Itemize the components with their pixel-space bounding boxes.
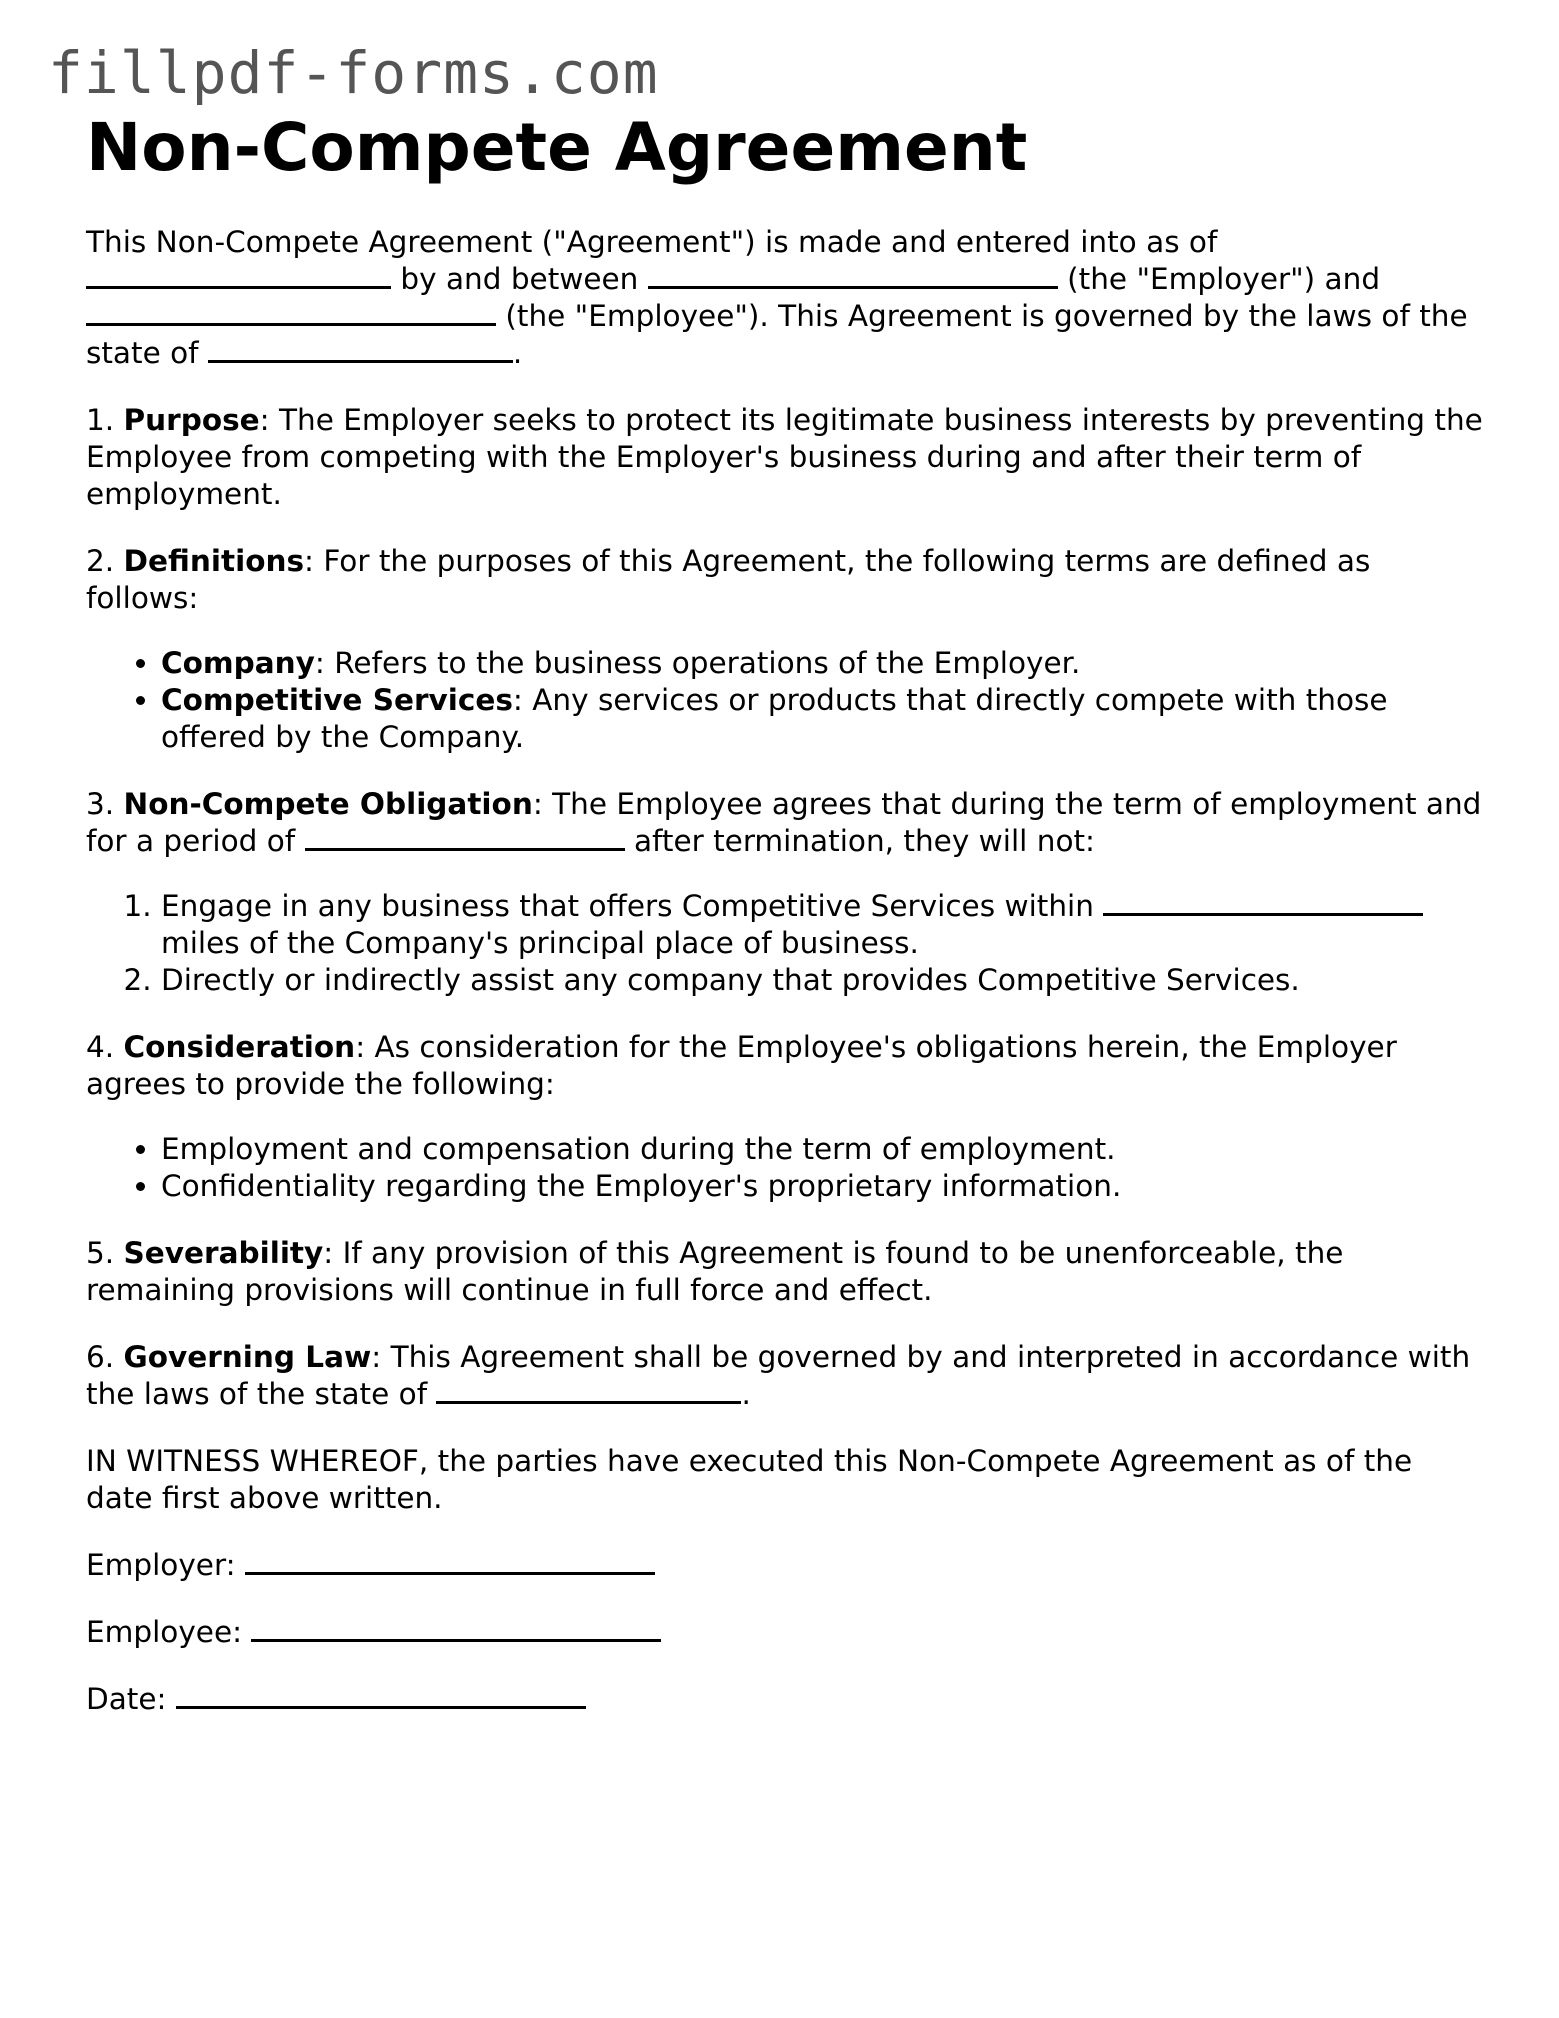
date-signature-line	[86, 1681, 1486, 1718]
employer-signature-blank[interactable]	[245, 1548, 655, 1575]
definition-text: : Refers to the business operations of the Employer.	[314, 646, 1081, 680]
section-text: : The Employer seeks to protect its legitimate business interests by preventing the Employee from competing with the Employer's business during and after their term of employment.	[86, 403, 1483, 511]
intro-text-5: .	[512, 336, 523, 370]
intro-text-1: This Non-Compete Agreement ("Agreement") is made and entered into as of	[86, 225, 1218, 259]
section-end: .	[741, 1377, 751, 1411]
section-definitions	[86, 543, 1486, 617]
governing-state-blank[interactable]	[208, 336, 513, 363]
section-consideration	[86, 1029, 1486, 1103]
section-heading: Purpose	[123, 403, 260, 437]
section-text: : As consideration for the Employee's obligations herein, the Employer agrees to provide the following:	[86, 1030, 1397, 1101]
section-number: 4.	[86, 1030, 124, 1064]
employee-signature-blank[interactable]	[251, 1615, 661, 1642]
employer-name-blank[interactable]	[648, 262, 1058, 289]
consideration-list	[86, 1131, 1486, 1205]
definition-text: : Any services or products that directly compete with those offered by the Company.	[161, 683, 1388, 754]
miles-blank[interactable]	[1103, 889, 1423, 916]
employee-label: Employee:	[86, 1615, 252, 1649]
employee-signature-line	[86, 1614, 1486, 1651]
section-heading: Definitions	[123, 544, 305, 578]
intro-text-3: (the "Employer") and	[1057, 262, 1381, 296]
list-item	[161, 645, 1486, 682]
definition-term: Company	[161, 646, 315, 680]
witness-paragraph: IN WITNESS WHEREOF, the parties have executed this Non-Compete Agreement as of the date first above written.	[86, 1444, 1413, 1515]
list-item: • Employment and compensation during the term of employment.	[161, 1131, 1486, 1168]
section-severability	[86, 1235, 1486, 1309]
document-body	[86, 108, 1486, 1748]
section-number: 3.	[86, 787, 124, 821]
section-number: 6.	[86, 1340, 124, 1374]
section-heading: Governing Law	[123, 1340, 372, 1374]
law-state-blank[interactable]	[436, 1377, 741, 1404]
section-number: 2.	[86, 544, 124, 578]
list-item	[161, 682, 1486, 756]
agreement-date-blank[interactable]	[86, 262, 391, 289]
intro-text-4: (the "Employee"). This Agreement is governed by the laws of the state of	[86, 299, 1468, 370]
section-text: : If any provision of this Agreement is found to be unenforceable, the remaining provisions will continue in full force and effect.	[86, 1236, 1344, 1307]
employer-signature-line	[86, 1547, 1486, 1584]
section-number: 5.	[86, 1236, 124, 1270]
section-heading: Non-Compete Obligation	[123, 787, 533, 821]
date-label: Date:	[86, 1682, 176, 1716]
list-item	[161, 888, 1486, 962]
list-item: • Confidentiality regarding the Employer's proprietary information.	[161, 1168, 1486, 1205]
section-number: 1.	[86, 403, 124, 437]
obligation-text: Directly or indirectly assist any company that provides Competitive Services.	[161, 963, 1300, 997]
employee-name-blank[interactable]	[86, 299, 496, 326]
section-heading: Consideration	[123, 1030, 356, 1064]
list-item	[161, 962, 1486, 999]
date-blank[interactable]	[176, 1682, 586, 1709]
section-text: : For the purposes of this Agreement, the following terms are defined as follows:	[86, 544, 1371, 615]
employer-label: Employer:	[86, 1548, 245, 1582]
section-governing-law	[86, 1339, 1486, 1413]
section-text-after: after termination, they will not:	[624, 824, 1095, 858]
document-title: Non-Compete Agreement	[86, 109, 1028, 186]
obligations-list	[86, 888, 1486, 999]
obligation-text-after: miles of the Company's principal place of business.	[161, 926, 919, 960]
intro-text-2: by and between	[391, 262, 648, 296]
obligation-text: Engage in any business that offers Competitive Services within	[161, 889, 1104, 923]
section-heading: Severability	[123, 1236, 324, 1270]
section-purpose	[86, 402, 1486, 513]
intro-paragraph	[86, 224, 1486, 372]
watermark: fillpdf-forms.com	[48, 39, 659, 107]
definitions-list	[86, 645, 1486, 756]
section-text: : This Agreement shall be governed by and interpreted in accordance with the laws of the state of	[86, 1340, 1471, 1411]
section-non-compete	[86, 786, 1486, 860]
period-blank[interactable]	[305, 824, 625, 851]
section-text: : The Employee agrees that during the term of employment and for a period of	[86, 787, 1482, 858]
definition-term: Competitive Services	[161, 683, 513, 717]
